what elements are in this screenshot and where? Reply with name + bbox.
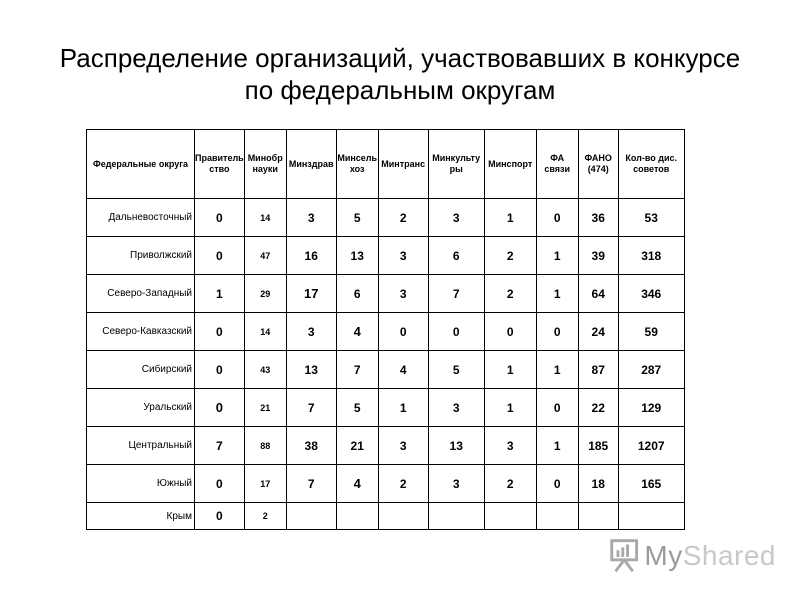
- value-cell: 29: [244, 275, 286, 313]
- table-row: [87, 427, 685, 465]
- value-cell: 4: [336, 313, 378, 351]
- value-cell: 64: [578, 275, 618, 313]
- value-cell: 3: [428, 389, 484, 427]
- value-cell: 3: [286, 313, 336, 351]
- value-cell: 3: [378, 427, 428, 465]
- region-cell: Крым: [87, 503, 195, 530]
- value-cell: 22: [578, 389, 618, 427]
- value-cell: 1: [536, 351, 578, 389]
- watermark-part-shared: Shared: [682, 540, 776, 571]
- value-cell: 88: [244, 427, 286, 465]
- value-cell: 1: [484, 199, 536, 237]
- header-cell: Минтранс: [378, 130, 428, 199]
- region-cell: Южный: [87, 465, 195, 503]
- header-cell: Минспорт: [484, 130, 536, 199]
- value-cell: 24: [578, 313, 618, 351]
- value-cell: 47: [244, 237, 286, 275]
- value-cell: 1: [484, 351, 536, 389]
- value-cell: 0: [195, 351, 245, 389]
- value-cell: 346: [618, 275, 684, 313]
- value-cell: 3: [286, 199, 336, 237]
- value-cell: [484, 503, 536, 530]
- value-cell: 7: [286, 389, 336, 427]
- value-cell: 36: [578, 199, 618, 237]
- header-cell: Кол-во дис. советов: [618, 130, 684, 199]
- value-cell: 39: [578, 237, 618, 275]
- value-cell: 13: [336, 237, 378, 275]
- value-cell: 18: [578, 465, 618, 503]
- value-cell: 1: [195, 275, 245, 313]
- value-cell: 2: [378, 465, 428, 503]
- value-cell: 5: [428, 351, 484, 389]
- value-cell: 165: [618, 465, 684, 503]
- value-cell: 1: [536, 427, 578, 465]
- value-cell: 38: [286, 427, 336, 465]
- value-cell: 0: [484, 313, 536, 351]
- value-cell: 2: [484, 237, 536, 275]
- value-cell: 3: [428, 465, 484, 503]
- header-cell: Минсель хоз: [336, 130, 378, 199]
- value-cell: 3: [378, 237, 428, 275]
- header-cell: Минобр науки: [244, 130, 286, 199]
- value-cell: 4: [378, 351, 428, 389]
- value-cell: 0: [536, 199, 578, 237]
- header-cell: Минкульту ры: [428, 130, 484, 199]
- value-cell: 21: [336, 427, 378, 465]
- value-cell: 43: [244, 351, 286, 389]
- value-cell: 129: [618, 389, 684, 427]
- value-cell: [536, 503, 578, 530]
- region-cell: Уральский: [87, 389, 195, 427]
- value-cell: [336, 503, 378, 530]
- table-header-row: [87, 130, 685, 199]
- value-cell: 1: [536, 275, 578, 313]
- value-cell: 7: [428, 275, 484, 313]
- table-row: [87, 389, 685, 427]
- value-cell: 4: [336, 465, 378, 503]
- value-cell: 21: [244, 389, 286, 427]
- value-cell: 59: [618, 313, 684, 351]
- table-row: [87, 313, 685, 351]
- header-cell: Правитель ство: [195, 130, 245, 199]
- value-cell: 0: [195, 313, 245, 351]
- value-cell: 2: [378, 199, 428, 237]
- value-cell: 2: [484, 465, 536, 503]
- value-cell: 0: [195, 465, 245, 503]
- table-row: [87, 275, 685, 313]
- value-cell: 0: [195, 503, 245, 530]
- value-cell: 1: [536, 237, 578, 275]
- value-cell: 14: [244, 313, 286, 351]
- value-cell: 0: [195, 199, 245, 237]
- region-cell: Дальневосточный: [87, 199, 195, 237]
- value-cell: 7: [195, 427, 245, 465]
- value-cell: 53: [618, 199, 684, 237]
- value-cell: 13: [286, 351, 336, 389]
- value-cell: 3: [378, 275, 428, 313]
- region-cell: Центральный: [87, 427, 195, 465]
- value-cell: [286, 503, 336, 530]
- watermark-logo: [606, 538, 776, 574]
- value-cell: 13: [428, 427, 484, 465]
- value-cell: 87: [578, 351, 618, 389]
- table-row: [87, 503, 685, 530]
- title-line-2: по федеральным округам: [244, 75, 556, 105]
- value-cell: 17: [244, 465, 286, 503]
- region-cell: Северо-Западный: [87, 275, 195, 313]
- table-row: [87, 465, 685, 503]
- table-row: [87, 351, 685, 389]
- value-cell: 6: [428, 237, 484, 275]
- header-cell: ФА связи: [536, 130, 578, 199]
- value-cell: 0: [536, 465, 578, 503]
- value-cell: 0: [536, 313, 578, 351]
- value-cell: 5: [336, 199, 378, 237]
- value-cell: 6: [336, 275, 378, 313]
- watermark-part-my: My: [644, 540, 683, 571]
- value-cell: 16: [286, 237, 336, 275]
- value-cell: 287: [618, 351, 684, 389]
- value-cell: 0: [195, 237, 245, 275]
- value-cell: [618, 503, 684, 530]
- header-cell: Минздрав: [286, 130, 336, 199]
- slide-title: [20, 42, 780, 106]
- value-cell: 3: [428, 199, 484, 237]
- value-cell: 5: [336, 389, 378, 427]
- value-cell: 185: [578, 427, 618, 465]
- value-cell: 0: [428, 313, 484, 351]
- header-cell: ФАНО (474): [578, 130, 618, 199]
- value-cell: 1: [378, 389, 428, 427]
- value-cell: 318: [618, 237, 684, 275]
- region-cell: Сибирский: [87, 351, 195, 389]
- value-cell: [378, 503, 428, 530]
- value-cell: 1: [484, 389, 536, 427]
- value-cell: 17: [286, 275, 336, 313]
- value-cell: 0: [195, 389, 245, 427]
- region-cell: Северо-Кавказский: [87, 313, 195, 351]
- value-cell: 3: [484, 427, 536, 465]
- value-cell: 2: [484, 275, 536, 313]
- table-row: [87, 237, 685, 275]
- value-cell: 2: [244, 503, 286, 530]
- value-cell: [578, 503, 618, 530]
- value-cell: 1207: [618, 427, 684, 465]
- table-row: [87, 199, 685, 237]
- value-cell: 0: [536, 389, 578, 427]
- header-cell: Федеральные округа: [87, 130, 195, 199]
- distribution-table: [86, 129, 685, 530]
- value-cell: [428, 503, 484, 530]
- value-cell: 7: [286, 465, 336, 503]
- value-cell: 0: [378, 313, 428, 351]
- watermark-text: [644, 540, 776, 572]
- region-cell: Приволжский: [87, 237, 195, 275]
- value-cell: 7: [336, 351, 378, 389]
- title-line-1: Распределение организаций, участвовавших в конкурсе: [59, 43, 741, 73]
- presentation-board-icon: [606, 538, 642, 574]
- value-cell: 14: [244, 199, 286, 237]
